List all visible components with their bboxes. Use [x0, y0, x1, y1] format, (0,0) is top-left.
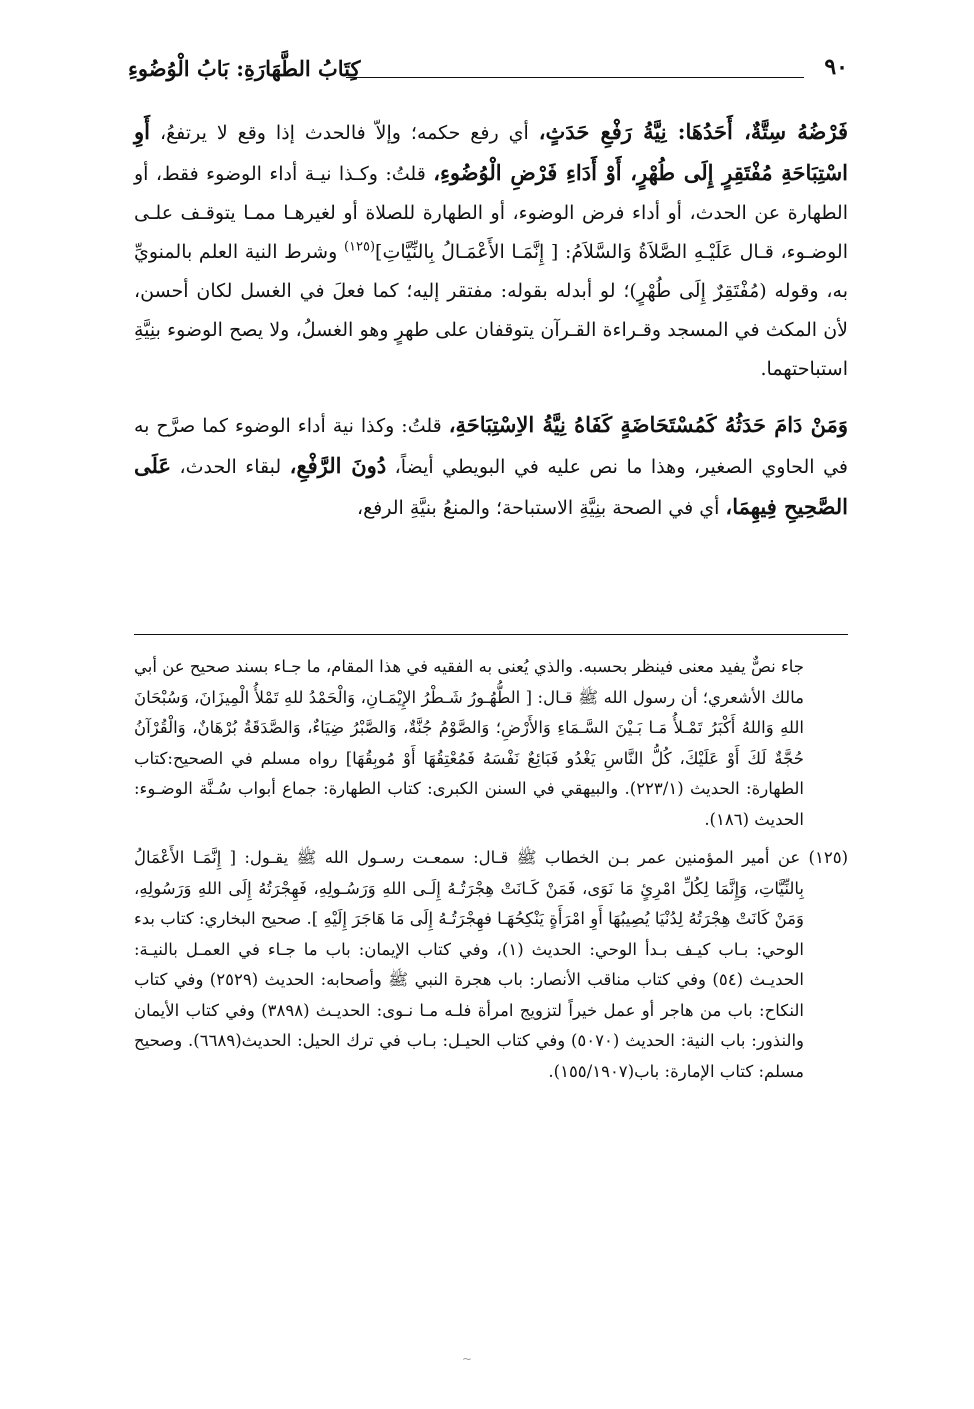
footnote-reference: (١٢٥): [343, 239, 376, 255]
running-header: [128, 52, 848, 92]
footnote-separator: [134, 634, 848, 635]
footnotes: [134, 652, 848, 1087]
sharh-text: قلتُ: وكـذا نيـة أداء الوضوء فقط، أو الطهارة عن الحدث، أو أداء فرض الوضوء، أو الطهارة للصلاة أو لغيرهـا ممـا يتوقـف علـى الوضـوء، قـال عَلَيْـهِ الصَّلاَةُ وَالسَّلاَمُ: [ إِنَّمَـا الأَعْمَـالُ بِالنِّيَّاتِ]: [134, 163, 848, 263]
sharh-text: قلتُ: وكذا نية أداء الوضوء كما صرَّح به في الحاوي الصغير، وهذا ما نص عليه في البويطي أيضاً،: [134, 415, 848, 478]
matn-text: وَمَنْ دَامَ حَدَثُهُ كَمُسْتَحَاضَةٍ كَفَاهُ نِيَّةُ الاِسْتِبَاحَةِ،: [448, 412, 849, 437]
scan-mark: ~: [462, 1352, 473, 1366]
matn-text: أَوِ اسْتِبَاحَةِ مُفْتَقِرٍ إِلَى طُهْرٍ، أَوْ أَدَاءِ فَرْضِ الْوُضُوءِ،: [134, 119, 848, 185]
matn-text: دُونَ الرَّفْعِ،: [289, 453, 387, 478]
footnote-continuation: جاء نصٌّ يفيد معنى فينظر بحسبه. والذي يُعنى به الفقيه في هذا المقام، ما جـاء بسند صحيح عن أبي مالك الأشعري؛ أن رسول الله ﷺ قـال: [ الطُّهُـورُ شَـطْرُ الإِيْمَـانِ، وَالْحَمْدُ للهِ تَمْلأُ الْمِيزَانَ، وَسُبْحَانَ اللهِ وَاللهُ أَكْبَرُ تَمْـلأُ مَـا بَـيْنَ السَّـمَاءِ وَالأَرْضِ؛ وَالصَّوْمُ جُنَّةٌ، وَالصَّبْرُ ضِيَاءٌ، وَالصَّدَقَةُ بُرْهَانٌ، وَالْقُرْآنُ حُجَّةٌ لَكَ أَوْ عَلَيْكَ، كُلُّ النَّاسِ يَغْدُو فَبَائِعٌ نَفْسَهُ فَمُعْتِقُهَا أَوْ مُوبِقُهَا] رواه مسلم في الصحيح:كتاب الطهارة: الحديث (٢٢٣/١). والبيهقي في السنن الكبرى: كتاب الطهارة: جماع أبواب سُـنَّة الوضـوء: الحديث (١٨٦).: [134, 657, 804, 829]
header-rule: [346, 77, 804, 78]
sharh-text: أي رفع حكمه؛ وإلاّ فالحدث إذا وقع لا يرتفعُ،: [149, 122, 539, 144]
page-number: ٩٠: [824, 54, 848, 80]
paragraph-1: [134, 112, 848, 389]
matn-text: عَلَى الصَّحِيحِ فِيهِمَا،: [134, 453, 848, 519]
sharh-text: لبقاء الحدث،: [171, 456, 290, 478]
chapter-title: كِتَابُ الطَّهَارَةِ: بَابُ الْوُضُوءِ: [128, 56, 361, 81]
sharh-text: وشرط النية العلم بالمنويِّ به، وقوله (مُفْتَقِرٌ إِلَى طُهْرٍ)؛ لو أبدله بقوله: مفتقر إليه؛ كما فعلَ في الغسل لكان أحسن، لأن المكث في المسجد وقـراءة القـرآن يتوقفان على طهرٍ وهو الغسلُ، ولا يصح الوضوء بنِيَّةِ استباحتهما.: [134, 241, 848, 380]
main-text: [134, 112, 848, 528]
sharh-text: أي في الصحة بنِيَّةِ الاستباحة؛ والمنعُ بنيَّةِ الرفع،: [356, 497, 726, 519]
paragraph-2: [134, 405, 848, 528]
matn-text: فَرْضُهُ سِتَّةٌ، أَحَدُهَا: نِيَّةُ رَفْعِ حَدَثٍ،: [538, 119, 848, 144]
footnote-125: (١٢٥) عن أمير المؤمنين عمر بـن الخطاب ﷺ قـال: سمعـت رسـول الله ﷺ يقـول: [ إِنَّمَـا الأَعْمَالُ بِالنِّيَّاتِ، وَإِنَّمَا لِكُلِّ امْرِئٍ مَا نَوَى، فَمَنْ كَـانَتْ هِجْرَتُـهُ إِلَـى اللهِ وَرَسُـولِهِ، فَهِجْرَتُهُ إِلَى اللهِ وَرَسُولِهِ، وَمَنْ كَانَتْ هِجْرَتُهُ لِدُنْيَا يُصِيبُهَا أَوِ امْرَأَةٍ يَنْكِحُهَـا فهِجْرَتُـهُ إِلَى مَا هَاجَرَ إِلَيْهِ ]. صحيح البخاري: كتاب بدء الوحي: بـاب كيـف بـدأ الوحي: الحديث (١)، وفي كتاب الإيمان: باب ما جـاء في العمـل بالنيـة: الحديـث (٥٤) وفي كتاب مناقب الأنصار: باب هجرة النبي ﷺ وأصحابه: الحديث (٢٥٢٩) وفي كتاب النكاح: باب من هاجر أو عمل خيراً لتزويج امرأة فلـه مـا نـوى: الحديـث (٣٨٩٨) وفي كتاب الأيمان والنذور: باب النية: الحديث (٥٠٧٠) وفي كتاب الحيـل: بـاب في ترك الحيل: الحديث(٦٦٨٩). وصحيح مسلم: كتاب الإمارة: باب(١٥٥/١٩٠٧).: [134, 848, 848, 1081]
